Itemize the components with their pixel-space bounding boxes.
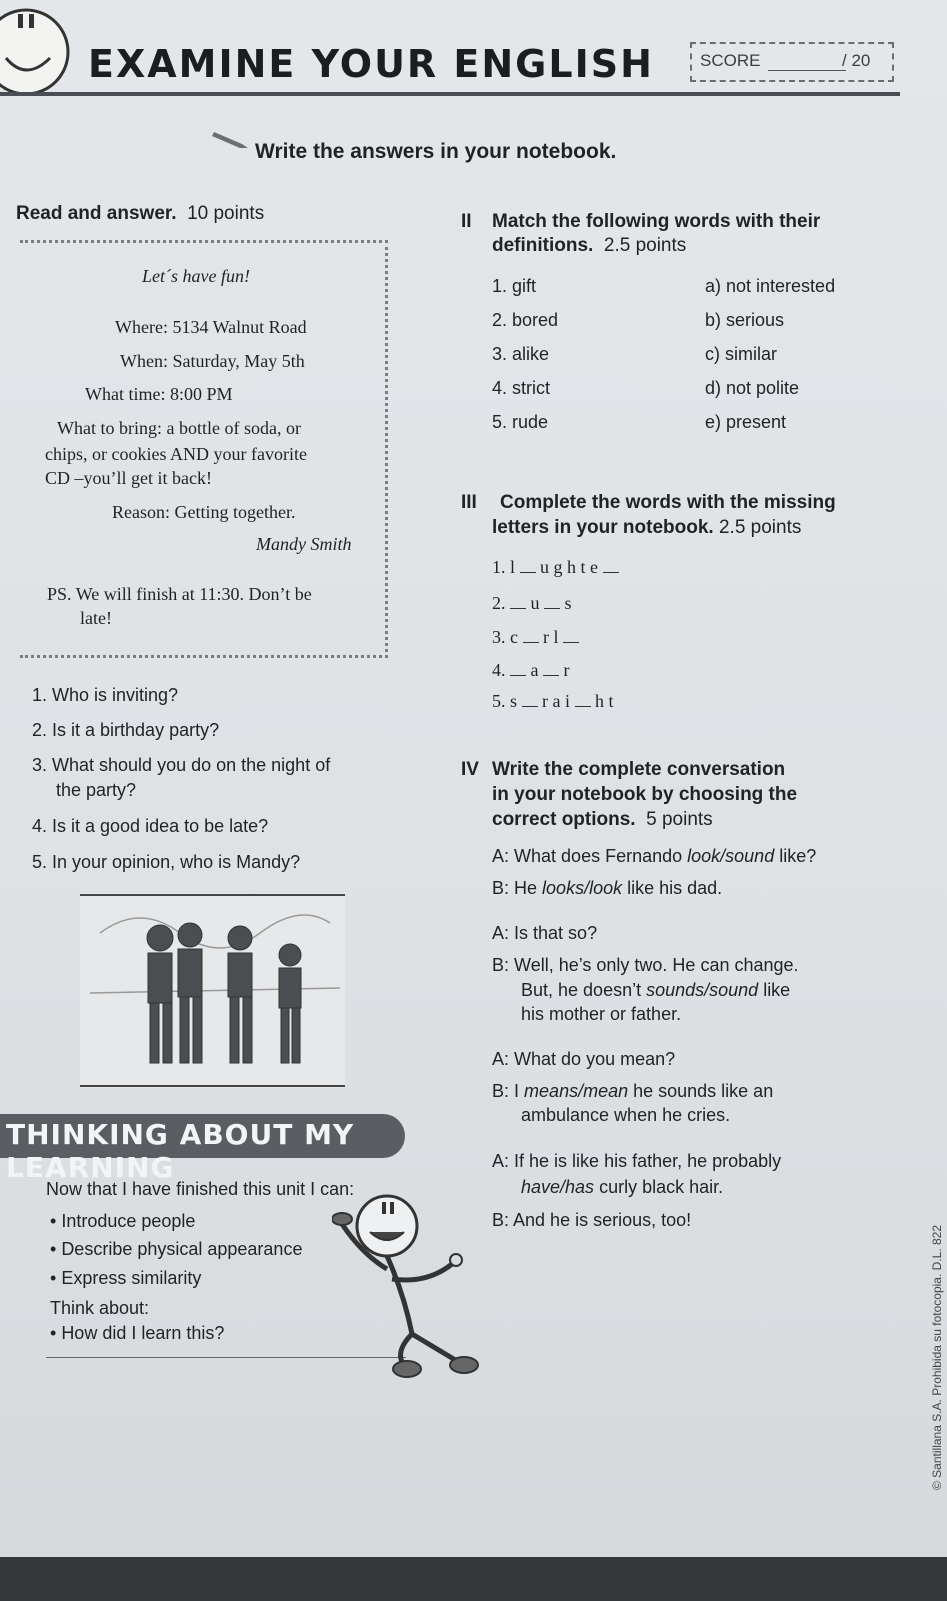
invitation-signature: Mandy Smith <box>256 534 352 554</box>
match-word-1: 1. gift <box>492 276 537 296</box>
section4-numeral: IV <box>461 759 479 780</box>
thinking-banner <box>0 1114 405 1184</box>
thinking-banner-text: THINKING ABOUT MY LEARNING <box>6 1118 355 1184</box>
invitation-where: Where: 5134 Walnut Road <box>115 317 307 337</box>
dialogue-line-9: ambulance when he cries. <box>521 1105 731 1125</box>
question-5: 5. In your opinion, who is Mandy? <box>32 852 301 872</box>
dialogue-line-5: But, he doesn’t sounds/sound like <box>521 980 791 1000</box>
section3-numeral: III <box>461 492 477 513</box>
score-max: / 20 <box>842 51 871 70</box>
section2-numeral: II <box>461 211 472 232</box>
pencil-icon <box>212 128 252 150</box>
dialogue-line-10: A: If he is like his father, he probably <box>492 1151 782 1171</box>
dialogue-line-4: B: Well, he’s only two. He can change. <box>492 955 799 975</box>
section3-heading-2: letters in your notebook. 2.5 points <box>492 517 802 538</box>
match-word-3: 3. alike <box>492 344 550 364</box>
invitation-bring-2: chips, or cookies AND your favorite <box>45 444 307 464</box>
question-3: 3. What should you do on the night of <box>32 755 331 775</box>
question-4: 4. Is it a good idea to be late? <box>32 816 269 836</box>
invitation-bring-3: CD –you’ll get it back! <box>45 468 212 488</box>
question-1: 1. Who is inviting? <box>32 685 179 705</box>
stick-figure-illustration <box>332 1184 487 1379</box>
match-def-e: e) present <box>705 412 787 432</box>
page-bottom-edge <box>0 1557 947 1601</box>
section2-heading-2: definitions. 2.5 points <box>492 235 687 256</box>
section3-heading-1: Complete the words with the missing <box>500 492 836 513</box>
dialogue-line-11: have/has curly black hair. <box>521 1177 724 1197</box>
score-label: SCORE <box>700 51 761 70</box>
dialogue-line-7: A: What do you mean? <box>492 1049 676 1069</box>
party-illustration <box>80 893 345 1088</box>
match-def-a: a) not interested <box>705 276 836 296</box>
invitation-time: What time: 8:00 PM <box>85 384 233 404</box>
dialogue-line-12: B: And he is serious, too! <box>492 1210 692 1230</box>
section4-heading-3: correct options. 5 points <box>492 809 713 830</box>
missing-letters-item-3: 3. c r l <box>492 626 579 648</box>
think-item-1: • How did I learn this? <box>50 1322 224 1344</box>
missing-letters-item-4: 4. a r <box>492 660 570 680</box>
match-def-b: b) serious <box>705 310 785 330</box>
section4-heading-1: Write the complete conversation <box>492 759 786 780</box>
score-blank <box>768 70 846 71</box>
can-item-1: • Introduce people <box>50 1210 195 1232</box>
section1-heading: Read and answer. 10 points <box>16 203 265 224</box>
instruction-text: Write the answers in your notebook. <box>255 140 617 163</box>
thinking-intro: Now that I have finished this unit I can: <box>46 1179 355 1199</box>
page-title: EXAMINE YOUR ENGLISH <box>88 42 654 86</box>
missing-letters-item-5: 5. s r a i h t <box>492 691 614 711</box>
invitation-greeting: Let´s have fun! <box>142 266 250 286</box>
question-2: 2. Is it a birthday party? <box>32 720 220 740</box>
think-about-label: Think about: <box>50 1298 150 1318</box>
invitation-ps-2: late! <box>80 608 112 628</box>
score-box <box>690 42 894 82</box>
dialogue-line-1: A: What does Fernando look/sound like? <box>492 846 817 866</box>
match-word-4: 4. strict <box>492 378 551 398</box>
question-3-cont: the party? <box>56 780 137 800</box>
invitation-reason: Reason: Getting together. <box>112 502 296 522</box>
invitation-ps-1: PS. We will finish at 11:30. Don’t be <box>47 584 312 604</box>
match-word-5: 5. rude <box>492 412 549 432</box>
party-invitation <box>20 240 388 658</box>
section2-heading-1: Match the following words with their <box>492 211 821 232</box>
smiley-icon <box>0 0 84 100</box>
invitation-bring-1: What to bring: a bottle of soda, or <box>57 418 301 438</box>
dialogue-line-8: B: I means/mean he sounds like an <box>492 1081 774 1101</box>
match-def-c: c) similar <box>705 344 777 364</box>
missing-letters-item-2: 2. u s <box>492 593 572 613</box>
can-item-2: • Describe physical appearance <box>50 1238 302 1260</box>
can-item-3: • Express similarity <box>50 1267 201 1289</box>
copyright-note: © Santillana S.A. Prohibida su fotocopia. D.L. 822 <box>930 1224 944 1490</box>
match-word-2: 2. bored <box>492 310 559 330</box>
dialogue-line-3: A: Is that so? <box>492 923 598 943</box>
match-def-d: d) not polite <box>705 378 800 398</box>
header-divider <box>0 92 900 96</box>
dialogue-line-2: B: He looks/look like his dad. <box>492 878 723 898</box>
missing-letters-item-1: 1. l u g h t e <box>492 556 619 578</box>
invitation-when: When: Saturday, May 5th <box>120 351 305 371</box>
dialogue-line-6: his mother or father. <box>521 1004 682 1024</box>
section4-heading-2: in your notebook by choosing the <box>492 784 798 805</box>
